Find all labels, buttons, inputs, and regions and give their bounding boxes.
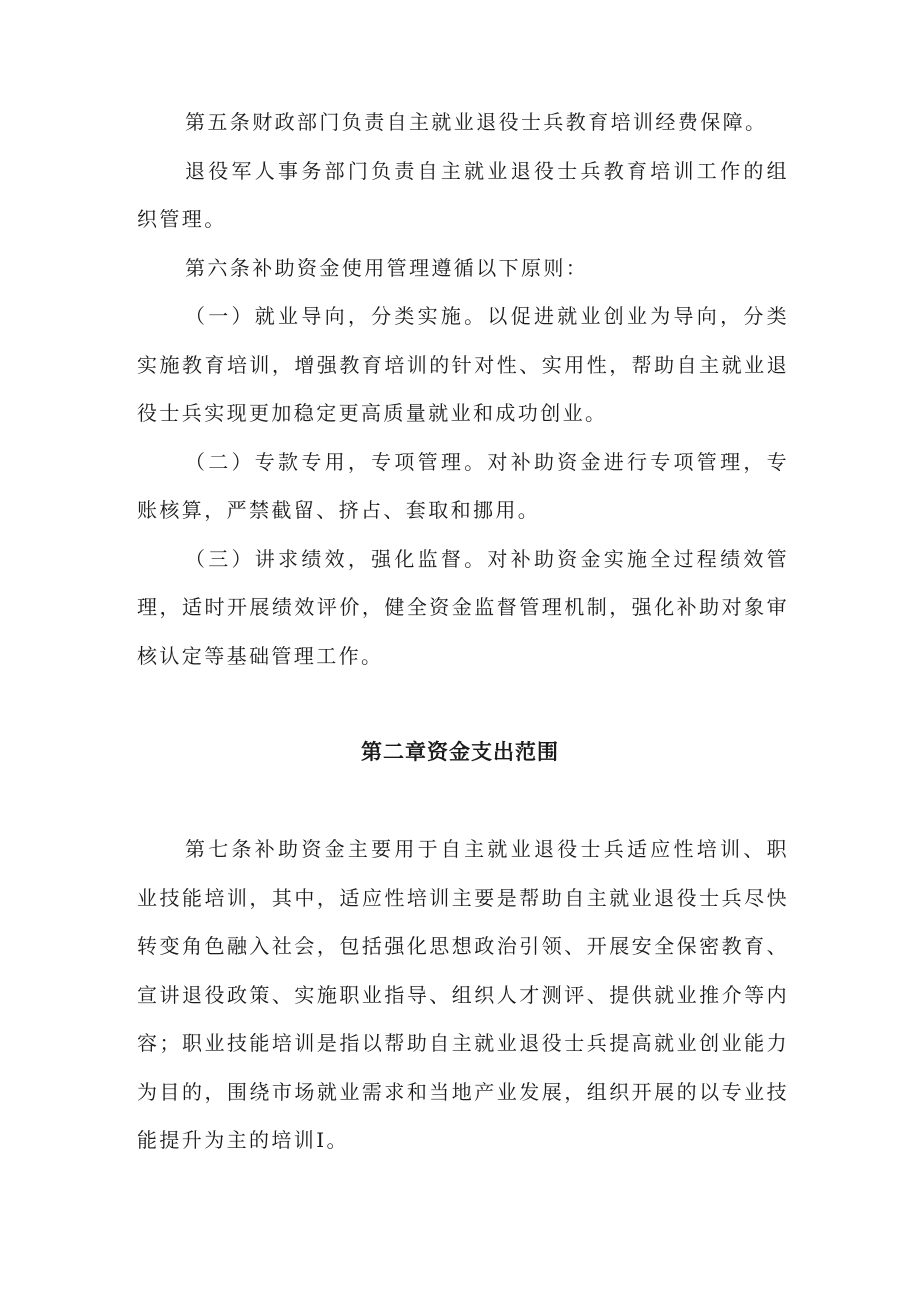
body-text-lower [137, 825, 789, 1165]
body-text-upper [137, 98, 789, 680]
principle-2-paragraph: （二）专款专用，专项管理。对补助资金进行专项管理，专账核算，严禁截留、挤占、套取和挪用。 [137, 449, 789, 522]
article-6-paragraph: 第六条补助资金使用管理遵循以下原则： [185, 255, 589, 280]
principle-3-paragraph: （三）讲求绩效，强化监督。对补助资金实施全过程绩效管理，适时开展绩效评价，健全资金监督管理机制，强化补助对象审核认定等基础管理工作。 [137, 546, 789, 668]
chapter-title: 第二章资金支出范围 [361, 740, 559, 764]
principle-1-paragraph: （一）就业导向，分类实施。以促进就业创业为导向，分类实施教育培训，增强教育培训的针对性、实用性，帮助自主就业退役士兵实现更加稳定更高质量就业和成功创业。 [137, 304, 789, 425]
article-5-paragraph-continued: 退役军人事务部门负责自主就业退役士兵教育培训工作的组织管理。 [137, 158, 789, 231]
article-7-paragraph: 第七条补助资金主要用于自主就业退役士兵适应性培训、职业技能培训，其中，适应性培训主要是帮助自主就业退役士兵尽快转变角色融入社会，包括强化思想政治引领、开展安全保密教育、宣讲退役政策、实施职业指导、组织人才测评、提供就业推介等内容；职业技能培训是指以帮助自主就业退役士兵提高就业创业能力为目的，围绕市场就业需求和当地产业发展，组织开展的以专业技能提升为主的培训I。 [137, 837, 789, 1152]
article-5-paragraph: 第五条财政部门负责自主就业退役士兵教育培训经费保障。 [185, 110, 768, 134]
